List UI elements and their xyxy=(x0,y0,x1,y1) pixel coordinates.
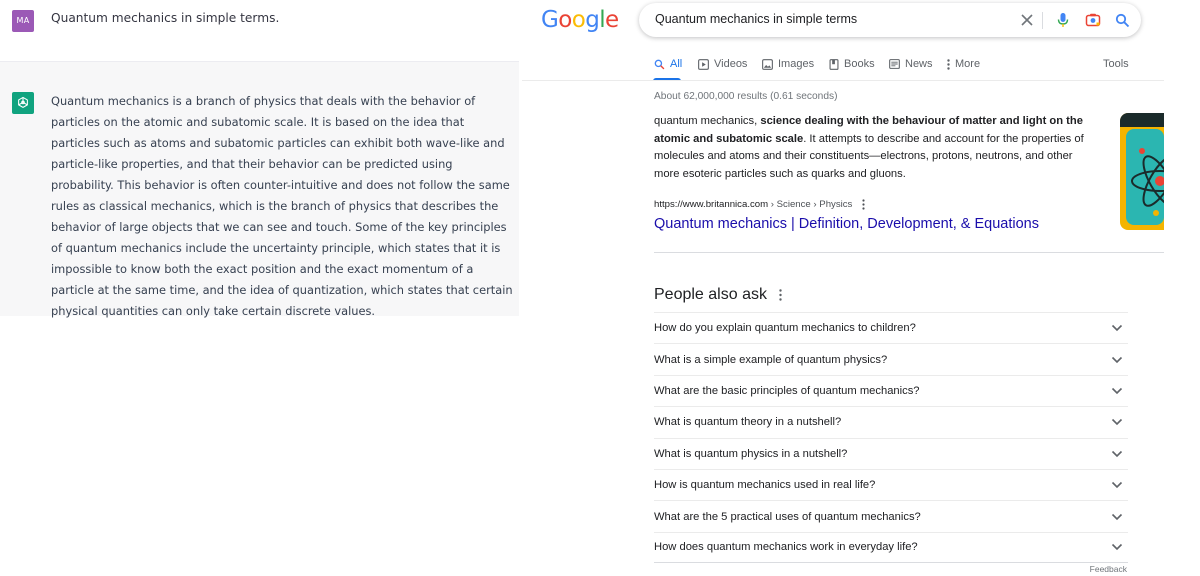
logo-letter: o xyxy=(571,7,586,33)
question-text: What is quantum physics in a nutshell? xyxy=(654,447,848,460)
logo-letter: g xyxy=(585,7,600,33)
question-text: How is quantum mechanics used in real life? xyxy=(654,479,876,492)
tab-videos-label: Videos xyxy=(714,58,748,70)
chevron-down-icon xyxy=(1110,415,1124,429)
snippet-highlight: science dealing with the behaviour of matter and light on the atomic and subatomic scale xyxy=(654,115,1083,145)
clear-search-icon[interactable] xyxy=(1019,12,1035,28)
assistant-message-text: Quantum mechanics is a branch of physics that deals with the behavior of particles on the atomic and subatomic scale. It is based on the idea that particles such as atoms and subatomic particles can exhibit both wave-like and particle-like properties, and that their behavior can be predicted using probability. This behavior is often counter-intuitive and does not follow the same rules as classical mechanics, which is the branch of physics that describes the behavior of large objects that we can see and touch. Some of the key principles of quantum mechanics include the uncertainty principle, which states that it is impossible to know both the exact position and the exact momentum of a particle at the same time, and the idea of quantization, which states that certain physical quantities can only take certain discrete values. xyxy=(51,94,513,318)
feedback-link[interactable]: Feedback xyxy=(1089,564,1127,574)
tab-images-label: Images xyxy=(778,58,815,70)
google-logo[interactable] xyxy=(541,7,619,33)
google-search-page xyxy=(522,0,1200,576)
question-text: What are the basic principles of quantum mechanics? xyxy=(654,384,920,397)
chatgpt-logo-icon xyxy=(12,92,34,114)
chevron-down-icon xyxy=(1110,353,1124,367)
question-item[interactable] xyxy=(654,438,1128,469)
question-item[interactable] xyxy=(654,375,1128,406)
user-message-text: Quantum mechanics in simple terms. xyxy=(51,11,280,25)
question-text: What is a simple example of quantum physics? xyxy=(654,353,888,366)
people-also-ask-title: People also ask xyxy=(654,286,767,303)
logo-letter: G xyxy=(541,7,559,33)
search-icon xyxy=(654,59,665,70)
more-options-icon[interactable] xyxy=(779,289,782,301)
people-also-ask-list xyxy=(654,312,1128,563)
tab-more[interactable] xyxy=(947,58,980,70)
result-citation xyxy=(654,199,865,210)
question-text: How do you explain quantum mechanics to children? xyxy=(654,322,916,335)
tab-all[interactable] xyxy=(654,58,682,70)
user-avatar: MA xyxy=(12,10,34,32)
section-divider xyxy=(654,252,1164,253)
chevron-down-icon xyxy=(1110,540,1124,554)
tab-all-label: All xyxy=(670,58,683,70)
image-icon xyxy=(762,59,773,70)
chevron-down-icon xyxy=(1110,384,1124,398)
question-text: How does quantum mechanics work in everyday life? xyxy=(654,541,918,554)
question-item[interactable] xyxy=(654,343,1128,374)
question-item[interactable] xyxy=(654,500,1128,531)
logo-letter: e xyxy=(605,7,619,33)
question-text: What is quantum theory in a nutshell? xyxy=(654,416,842,429)
newspaper-icon xyxy=(889,59,900,69)
question-item[interactable] xyxy=(654,312,1128,343)
logo-letter: o xyxy=(558,7,572,33)
result-title-link[interactable]: Quantum mechanics | Definition, Development, & Equations xyxy=(654,216,1039,232)
citation-url xyxy=(654,199,852,210)
assistant-message-row xyxy=(0,62,519,316)
result-stats: About 62,000,000 results (0.61 seconds) xyxy=(654,91,838,102)
search-icon[interactable] xyxy=(1114,12,1130,28)
question-item[interactable] xyxy=(654,469,1128,500)
featured-snippet-text xyxy=(654,113,1094,183)
search-box[interactable] xyxy=(639,3,1141,37)
question-item[interactable] xyxy=(654,532,1128,563)
question-item[interactable] xyxy=(654,406,1128,437)
more-vert-icon xyxy=(947,59,950,70)
tab-videos[interactable] xyxy=(698,58,747,70)
logo-letter: l xyxy=(599,7,605,33)
chevron-down-icon xyxy=(1110,510,1124,524)
tab-news-label: News xyxy=(905,58,933,70)
tab-books[interactable] xyxy=(829,58,875,70)
search-input[interactable]: Quantum mechanics in simple terms xyxy=(655,12,858,26)
search-divider xyxy=(1042,12,1043,29)
tools-label: Tools xyxy=(1103,58,1129,70)
people-also-ask-header xyxy=(654,286,782,304)
tools-button[interactable] xyxy=(1103,58,1129,70)
chevron-down-icon xyxy=(1110,321,1124,335)
atom-thumbnail-image[interactable] xyxy=(1120,113,1164,230)
citation-domain: https://www.britannica.com xyxy=(654,199,769,210)
video-play-icon xyxy=(698,59,709,70)
chat-panel xyxy=(0,0,519,576)
camera-lens-icon[interactable] xyxy=(1085,12,1101,28)
citation-path: › Science › Physics xyxy=(768,199,853,210)
chevron-down-icon xyxy=(1110,447,1124,461)
chevron-down-icon xyxy=(1110,478,1124,492)
more-options-icon[interactable] xyxy=(862,199,865,210)
tabs-divider xyxy=(522,80,1164,81)
question-text: What are the 5 practical uses of quantum mechanics? xyxy=(654,510,921,523)
snippet-suffix: . It attempts to describe and account for the properties of molecules and atoms and their constituents—electrons, protons, neutrons, and other more esoteric particles such as quarks and gluons. xyxy=(654,132,1084,180)
microphone-icon[interactable] xyxy=(1055,12,1071,28)
tab-news[interactable] xyxy=(889,58,933,70)
tab-images[interactable] xyxy=(762,58,814,70)
user-message-row xyxy=(0,0,519,62)
tab-books-label: Books xyxy=(844,58,875,70)
snippet-prefix: quantum mechanics, xyxy=(654,115,761,127)
book-icon xyxy=(829,59,839,70)
tab-more-label: More xyxy=(955,58,981,70)
